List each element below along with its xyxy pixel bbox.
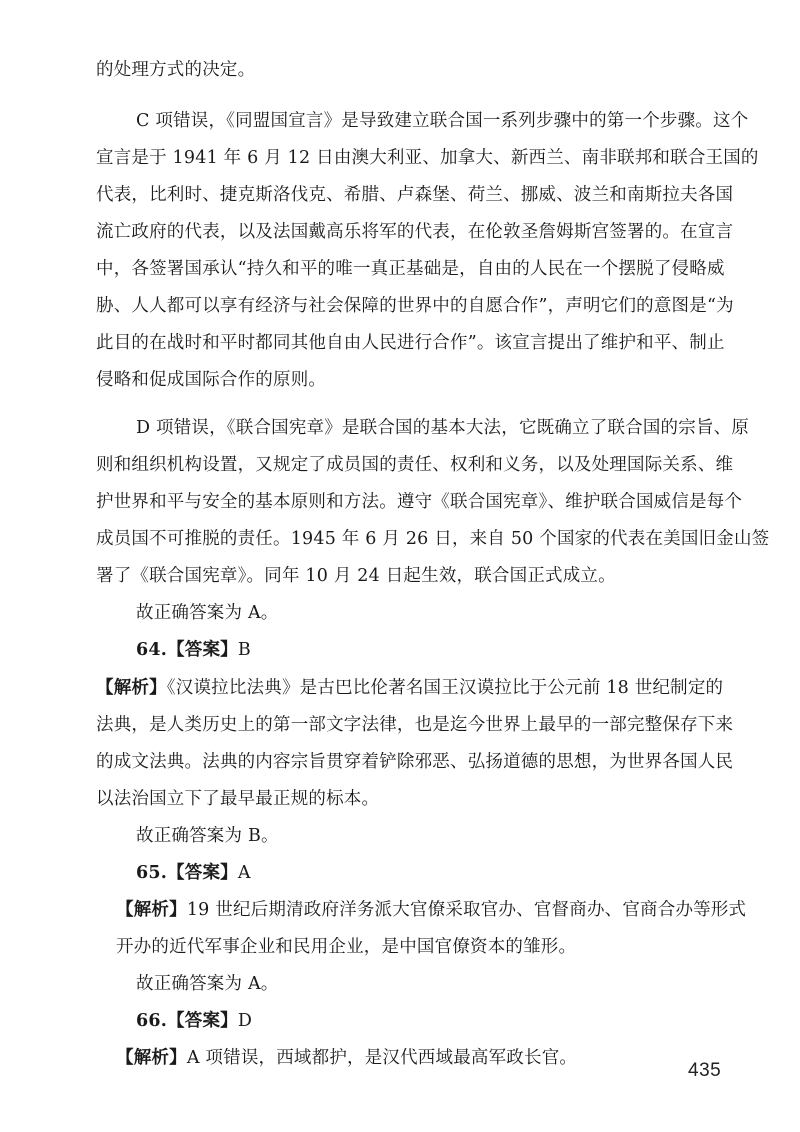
line-text: D	[237, 1011, 253, 1031]
line-text: 成员国不可推脱的责任。1945 年 6 月 26 日，来自 50 个国家的代表在美国旧金山签	[96, 529, 770, 549]
text-line	[0, 183, 734, 207]
line-label-bold: 66.【答案】	[136, 1011, 238, 1031]
line-text: 护世界和平与安全的基本原则和方法。遵守《联合国宪章》、维护联合国威信是每个	[96, 492, 743, 512]
text-line	[0, 109, 749, 133]
text-line	[0, 220, 734, 244]
text-line	[0, 638, 664, 662]
line-text: 故正确答案为 A。	[136, 974, 279, 994]
line-text: 的处理方式的决定。	[96, 60, 256, 80]
text-line	[0, 676, 724, 700]
line-text: 胁、人人都可以享有经济与社会保障的世界中的自愿合作”，声明它们的意图是“为	[96, 296, 734, 316]
line-text: B	[237, 640, 251, 660]
line-text: D 项错误，《联合国宪章》是联合国的基本大法，它既确立了联合国的宗旨、原	[136, 418, 750, 438]
line-label-bold: 【解析】	[116, 1048, 187, 1068]
text-line	[0, 146, 759, 170]
line-text: 故正确答案为 B。	[136, 826, 279, 846]
text-line	[0, 564, 704, 588]
line-text: 《汉谟拉比法典》是古巴比伦著名国王汉谟拉比于公元前 18 世纪制定的	[166, 678, 724, 698]
text-line	[0, 935, 684, 959]
line-text: C 项错误，《同盟国宣言》是导致建立联合国一系列步骤中的第一个步骤。这个	[136, 111, 749, 131]
text-line	[0, 527, 770, 551]
line-text: 则和组织机构设置，又规定了成员国的责任、权利和义务，以及处理国际关系、维	[96, 455, 734, 475]
text-line	[0, 416, 750, 440]
text-line	[0, 1009, 664, 1033]
line-text: 署了《联合国宪章》。同年 10 月 24 日起生效，联合国正式成立。	[96, 566, 616, 586]
text-line	[0, 257, 725, 281]
line-text: 流亡政府的代表，以及法国戴高乐将军的代表，在伦敦圣詹姆斯宫签署的。在宣言	[96, 222, 734, 242]
line-text: 的成文法典。法典的内容宗旨贯穿着铲除邪恶、弘扬道德的思想，为世界各国人民	[96, 752, 734, 772]
text-line	[0, 490, 743, 514]
line-text: 代表，比利时、捷克斯洛伐克、希腊、卢森堡、荷兰、挪威、波兰和南斯拉夫各国	[96, 185, 734, 205]
line-text: 法典，是人类历史上的第一部文字法律，也是迄今世界上最早的一部完整保存下来	[96, 715, 734, 735]
line-text: 中，各签署国承认“持久和平的唯一真正基础是，自由的人民在一个摆脱了侵略威	[96, 259, 725, 279]
text-line	[0, 1046, 684, 1070]
text-line	[0, 787, 704, 811]
line-text: 以法治国立下了最早最正规的标本。	[96, 789, 380, 809]
line-text: 宣言是于 1941 年 6 月 12 日由澳大利亚、加拿大、新西兰、南非联邦和联合王国的	[96, 148, 759, 168]
text-line	[0, 898, 747, 922]
line-text: 故正确答案为 A。	[136, 603, 279, 623]
line-label-bold: 【解析】	[96, 678, 167, 698]
text-line	[0, 713, 734, 737]
text-line	[0, 972, 664, 996]
text-line	[0, 331, 725, 355]
text-line	[0, 861, 664, 885]
text-line	[0, 824, 664, 848]
text-line	[0, 368, 704, 392]
line-label-bold: 64.【答案】	[136, 640, 238, 660]
line-text: A	[237, 863, 251, 883]
page-number: 435	[688, 1060, 722, 1081]
line-label-bold: 【解析】	[116, 900, 187, 920]
line-text: A 项错误，西域都护，是汉代西域最高军政长官。	[186, 1048, 578, 1068]
line-text: 此目的在战时和平时都同其他自由人民进行合作”。该宣言提出了维护和平、制止	[96, 333, 725, 353]
line-text: 19 世纪后期清政府洋务派大官僚采取官办、官督商办、官商合办等形式	[186, 900, 747, 920]
text-line	[0, 453, 734, 477]
text-line	[0, 601, 664, 625]
text-line	[0, 294, 734, 318]
line-text: 开办的近代军事企业和民用企业，是中国官僚资本的雏形。	[116, 937, 577, 957]
line-label-bold: 65.【答案】	[136, 863, 238, 883]
text-line	[0, 750, 734, 774]
line-text: 侵略和促成国际合作的原则。	[96, 370, 327, 390]
text-line	[0, 58, 704, 82]
